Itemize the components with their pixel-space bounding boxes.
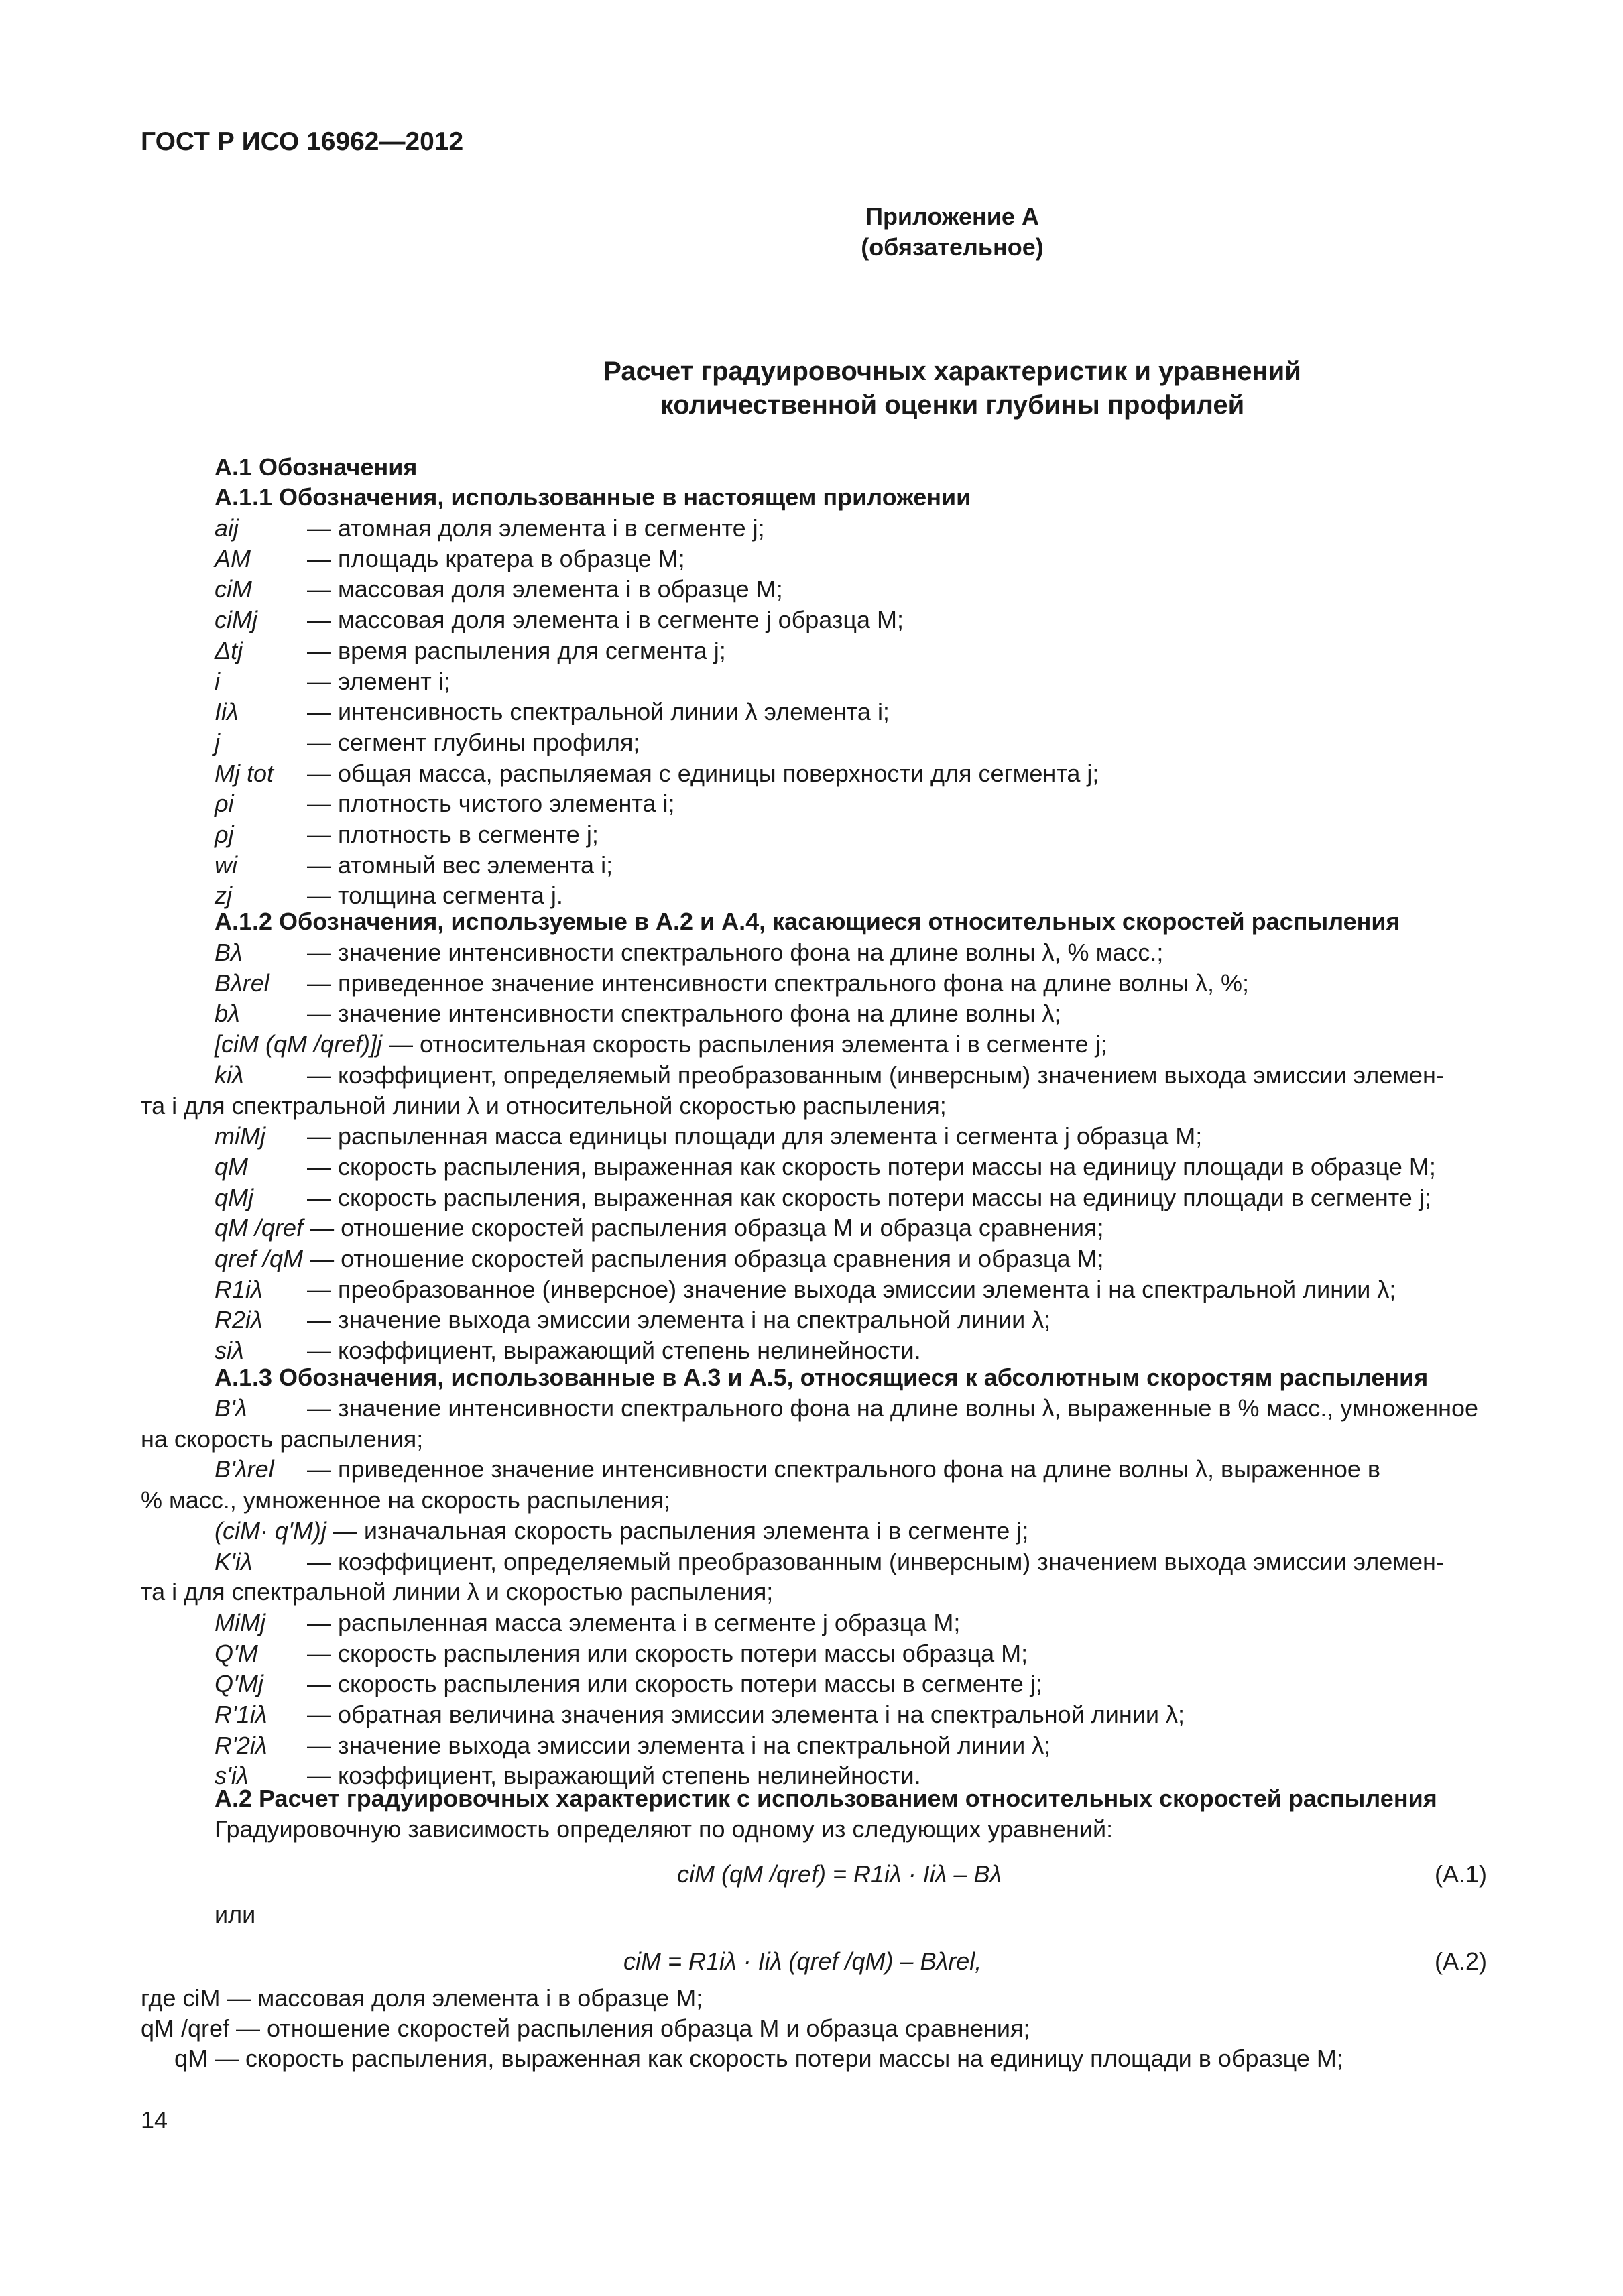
section-a11-heading: А.1.1 Обозначения, использованные в настоящем приложении (215, 483, 971, 511)
symbol: ρi (215, 790, 234, 818)
symbol-description: — значение интенсивности спектрального фона на длине волны λ, % масс.; (307, 939, 1164, 966)
symbol-row (215, 821, 599, 849)
symbol-row (215, 1517, 1028, 1545)
symbol: [ciM (qM /qref)]j (215, 1030, 383, 1059)
symbol-description: — коэффициент, определяемый преобразованным (инверсным) значением выхода эмиссии элемен- (307, 1061, 1444, 1089)
symbol-row (141, 1486, 670, 1514)
symbol-description: — коэффициент, выражающий степень нелинейности. (307, 1337, 921, 1365)
annex-status: (обязательное) (861, 233, 1044, 261)
symbol-description: — плотность чистого элемента i; (307, 790, 675, 818)
symbol-description: — скорость распыления, выраженная как скорость потери массы на единицу площади в образце M; (307, 1152, 1436, 1181)
symbol-row (215, 1732, 1050, 1760)
symbol-row (215, 1122, 1202, 1150)
section-a2-heading: А.2 Расчет градуировочных характеристик с использованием относительных скоростей распыления (215, 1785, 1437, 1812)
symbol-row (141, 1578, 773, 1606)
symbol-description: — распыленная масса единицы площади для элемента i сегмента j образца M; (307, 1122, 1203, 1150)
symbol-description: — площадь кратера в образце M; (307, 544, 685, 572)
symbol-description: — значение интенсивности спектрального фона на длине волны λ, выраженные в % масс., умноженное (307, 1394, 1479, 1422)
annex-label: Приложение А (865, 202, 1039, 230)
symbol-row (215, 1548, 1444, 1576)
symbol: K'iλ (215, 1547, 253, 1575)
symbol-row (215, 1030, 1107, 1059)
symbol: s'iλ (215, 1762, 249, 1790)
where-line-3: qM — скорость распыления, выраженная как скорость потери массы на единицу площади в образце M; (174, 2045, 1343, 2072)
symbol-row (215, 729, 640, 757)
symbol: R'1iλ (215, 1701, 267, 1728)
symbol: R'2iλ (215, 1731, 267, 1759)
symbol-row (215, 1061, 1444, 1089)
equation-a1: ciM (qM /qref) = R1iλ · Iiλ – Bλ (677, 1860, 1002, 1888)
a2-intro-text: Градуировочную зависимость определяют по одному из следующих уравнений: (215, 1815, 1114, 1843)
symbol: Q'M (215, 1639, 258, 1667)
symbol-description: — изначальная скорость распыления элемента i в сегменте j; (333, 1516, 1029, 1545)
symbol-row (215, 668, 450, 696)
symbol: Bλ (215, 939, 243, 966)
symbol-row (215, 1670, 1042, 1698)
symbol-row (215, 698, 890, 726)
section-a13-heading: А.1.3 Обозначения, использованные в А.3 и А.5, относящиеся к абсолютным скоростям распыления (215, 1364, 1429, 1391)
symbol-description: — преобразованное (инверсное) значение выхода эмиссии элемента i на спектральной линии λ; (307, 1275, 1396, 1303)
symbol-row (215, 939, 1163, 967)
symbol-row (215, 514, 765, 542)
symbol-description: — атомная доля элемента i в сегменте j; (307, 514, 765, 542)
annex-title-line-1: Расчет градуировочных характеристик и уравнений (603, 357, 1301, 386)
symbol-description: — интенсивность спектральной линии λ элемента i; (307, 698, 890, 726)
symbol-row (215, 851, 613, 880)
symbol: bλ (215, 1000, 240, 1028)
symbol-description: — время распыления для сегмента j; (307, 636, 726, 664)
symbol-row (215, 760, 1099, 788)
symbol: siλ (215, 1337, 244, 1365)
symbol: qM /qref (215, 1214, 304, 1242)
equation-a1-number: (А.1) (1435, 1860, 1488, 1888)
where-line-2: qM /qref — отношение скоростей распыления образца M и образца сравнения; (141, 2014, 1030, 2042)
symbol-description: — массовая доля элемента i в сегменте j образца M; (307, 606, 904, 634)
symbol-row (215, 1455, 1380, 1484)
section-a1-heading: А.1 Обозначения (215, 453, 418, 481)
symbol-row (215, 1609, 960, 1637)
symbol-row (215, 1245, 1103, 1273)
symbol: R1iλ (215, 1275, 263, 1303)
where-line-1: где ciM — массовая доля элемента i в образце M; (141, 1984, 703, 2012)
symbol-row (215, 1306, 1050, 1334)
annex-title-line-2: количественной оценки глубины профилей (660, 390, 1245, 420)
symbol: aij (215, 514, 239, 542)
symbol: j (215, 728, 220, 756)
symbol: zj (215, 882, 232, 910)
symbol-description: — отношение скоростей распыления образца сравнения и образца M; (310, 1245, 1104, 1272)
symbol-description: — скорость распыления или скорость потери массы в сегменте j; (307, 1670, 1042, 1698)
symbol-description: — отношение скоростей распыления образца M и образца сравнения; (310, 1214, 1104, 1242)
symbol-description: — значение выхода эмиссии элемента i на спектральной линии λ; (307, 1306, 1051, 1334)
symbol-description: — сегмент глубины профиля; (307, 728, 640, 756)
symbol-row (215, 1214, 1103, 1242)
symbol-description: — коэффициент, определяемый преобразованным (инверсным) значением выхода эмиссии элемен- (307, 1547, 1444, 1575)
symbol: Δtj (215, 636, 243, 664)
symbol: qMj (215, 1183, 254, 1211)
symbol: qref /qM (215, 1245, 304, 1272)
symbol-description: — общая масса, распыляемая с единицы поверхности для сегмента j; (307, 759, 1099, 787)
symbol: (ciM· q'M)j (215, 1516, 326, 1545)
symbol-row (141, 1092, 947, 1120)
symbol: ciMj (215, 606, 257, 634)
symbol: Q'Mj (215, 1670, 263, 1698)
symbol-description: — скорость распыления или скорость потери массы образца M; (307, 1639, 1028, 1667)
symbol-row (215, 1153, 1436, 1181)
symbol: qM (215, 1152, 249, 1181)
symbol-description: — приведенное значение интенсивности спектрального фона на длине волны λ, %; (307, 969, 1249, 997)
symbol: Iiλ (215, 698, 239, 726)
symbol-row (141, 1425, 423, 1453)
symbol-row (215, 1394, 1478, 1423)
symbol: ρj (215, 821, 234, 848)
symbol-description: — коэффициент, выражающий степень нелинейности. (307, 1762, 921, 1790)
symbol-row (215, 606, 904, 634)
symbol-row (215, 637, 726, 665)
section-a12-heading: А.1.2 Обозначения, используемые в А.2 и А.4, касающиеся относительных скоростей распыления (215, 908, 1400, 935)
symbol-description: на скорость распыления; (141, 1425, 424, 1453)
symbol-row (215, 1640, 1028, 1668)
equation-a2-number: (А.2) (1435, 1947, 1488, 1975)
symbol: miMj (215, 1122, 265, 1150)
symbol-row (215, 969, 1249, 998)
symbol-row (215, 1276, 1396, 1304)
symbol: ciM (215, 575, 252, 603)
symbol-description: — скорость распыления, выраженная как скорость потери массы на единицу площади в сегменте j; (307, 1183, 1431, 1211)
symbol-description: — плотность в сегменте j; (307, 821, 599, 848)
symbol: B'λrel (215, 1455, 274, 1484)
symbol: i (215, 667, 220, 695)
symbol-description: — обратная величина значения эмиссии элемента i на спектральной линии λ; (307, 1701, 1185, 1728)
symbol: wi (215, 851, 237, 879)
symbol-description: та i для спектральной линии λ и относительной скоростью распыления; (141, 1091, 947, 1120)
symbol-row (215, 545, 685, 573)
symbol-description: — распыленная масса элемента i в сегменте j образца M; (307, 1608, 961, 1636)
symbol: Bλrel (215, 969, 269, 997)
symbol-description: — атомный вес элемента i; (307, 851, 613, 879)
page-number: 14 (141, 2106, 168, 2134)
symbol: R2iλ (215, 1306, 263, 1334)
symbol-row (215, 1184, 1431, 1212)
symbol-description: — значение интенсивности спектрального фона на длине волны λ; (307, 1000, 1061, 1028)
symbol-description: — толщина сегмента j. (307, 882, 563, 910)
symbol-description: та i для спектральной линии λ и скоростью распыления; (141, 1578, 774, 1606)
symbol-description: % масс., умноженное на скорость распыления; (141, 1486, 670, 1514)
symbol: MiMj (215, 1608, 265, 1636)
symbol-description: — относительная скорость распыления элемента i в сегменте j; (389, 1030, 1107, 1059)
symbol-description: — элемент i; (307, 667, 450, 695)
symbol-description: — приведенное значение интенсивности спектрального фона на длине волны λ, выраженное в (307, 1455, 1381, 1484)
symbol-row (215, 575, 783, 603)
document-header: ГОСТ Р ИСО 16962—2012 (141, 127, 464, 156)
symbol-row (215, 1000, 1061, 1028)
symbol: B'λ (215, 1394, 247, 1422)
symbol-row (215, 1701, 1185, 1729)
symbol: kiλ (215, 1061, 244, 1089)
symbol: Mj tot (215, 759, 274, 787)
symbol-row (215, 882, 563, 910)
symbol-description: — массовая доля элемента i в образце M; (307, 575, 783, 603)
symbol-row (215, 790, 675, 818)
equation-a2: ciM = R1iλ · Iiλ (qref /qM) – Bλrel, (623, 1947, 982, 1975)
symbol-description: — значение выхода эмиссии элемента i на спектральной линии λ; (307, 1731, 1051, 1759)
or-text: или (215, 1900, 256, 1928)
symbol-row (215, 1337, 921, 1365)
symbol: AM (215, 544, 251, 572)
